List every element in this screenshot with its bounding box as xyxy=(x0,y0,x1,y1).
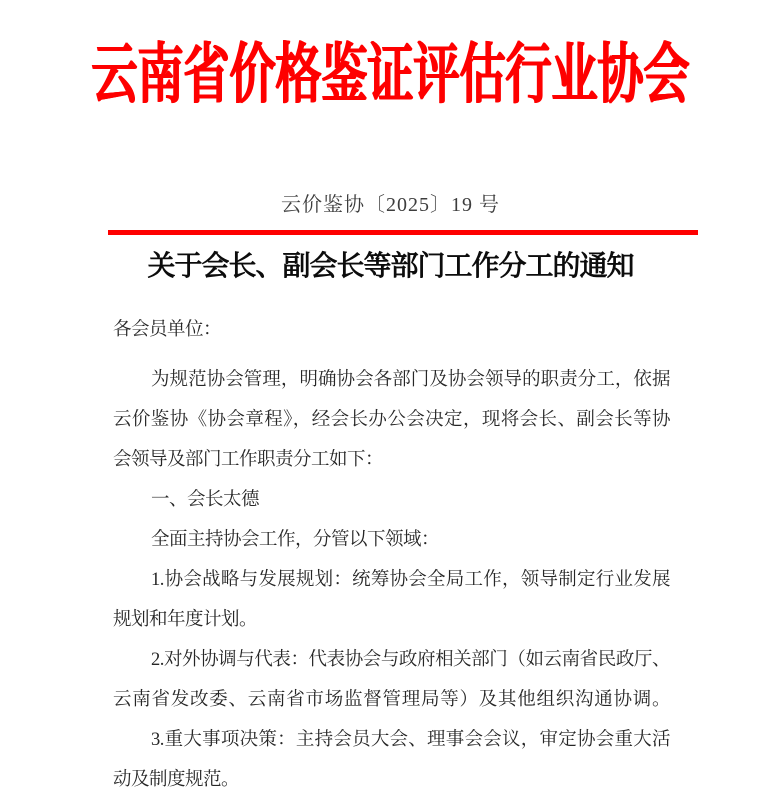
body-line: 动及制度规范。 xyxy=(113,770,240,790)
body-line: 3.重大事项决策：主持会员大会、理事会会议，审定协会重大活 xyxy=(151,730,670,750)
body-line: 规划和年度计划。 xyxy=(113,610,258,630)
organization-title: 云南省价格鉴证评估行业协会 xyxy=(91,38,690,111)
notice-body xyxy=(113,310,670,792)
body-line: 2.对外协调与代表：代表协会与政府相关部门（如云南省民政厅、 xyxy=(151,650,670,670)
red-header xyxy=(0,32,781,118)
body-line: 云南省发改委、云南省市场监督管理局等）及其他组织沟通协调。 xyxy=(113,690,670,710)
body-line: 为规范协会管理，明确协会各部门及协会领导的职责分工，依据 xyxy=(151,370,670,390)
section-heading-line: 一、会长太德 xyxy=(151,490,260,510)
body-line: 1.协会战略与发展规划：统筹协会全局工作，领导制定行业发展 xyxy=(151,570,670,590)
notice-title: 关于会长、副会长等部门工作分工的通知 xyxy=(147,251,634,282)
body-line: 会领导及部门工作职责分工如下： xyxy=(113,450,384,470)
body-line: 全面主持协会工作，分管以下领域： xyxy=(151,530,440,550)
body-line: 云价鉴协《协会章程》，经会长办公会决定，现将会长、副会长等协 xyxy=(113,410,670,430)
salutation-line: 各会员单位： xyxy=(113,320,222,340)
document-number: 云价鉴协〔2025〕19 号 xyxy=(281,194,500,216)
red-divider-line xyxy=(108,230,698,235)
